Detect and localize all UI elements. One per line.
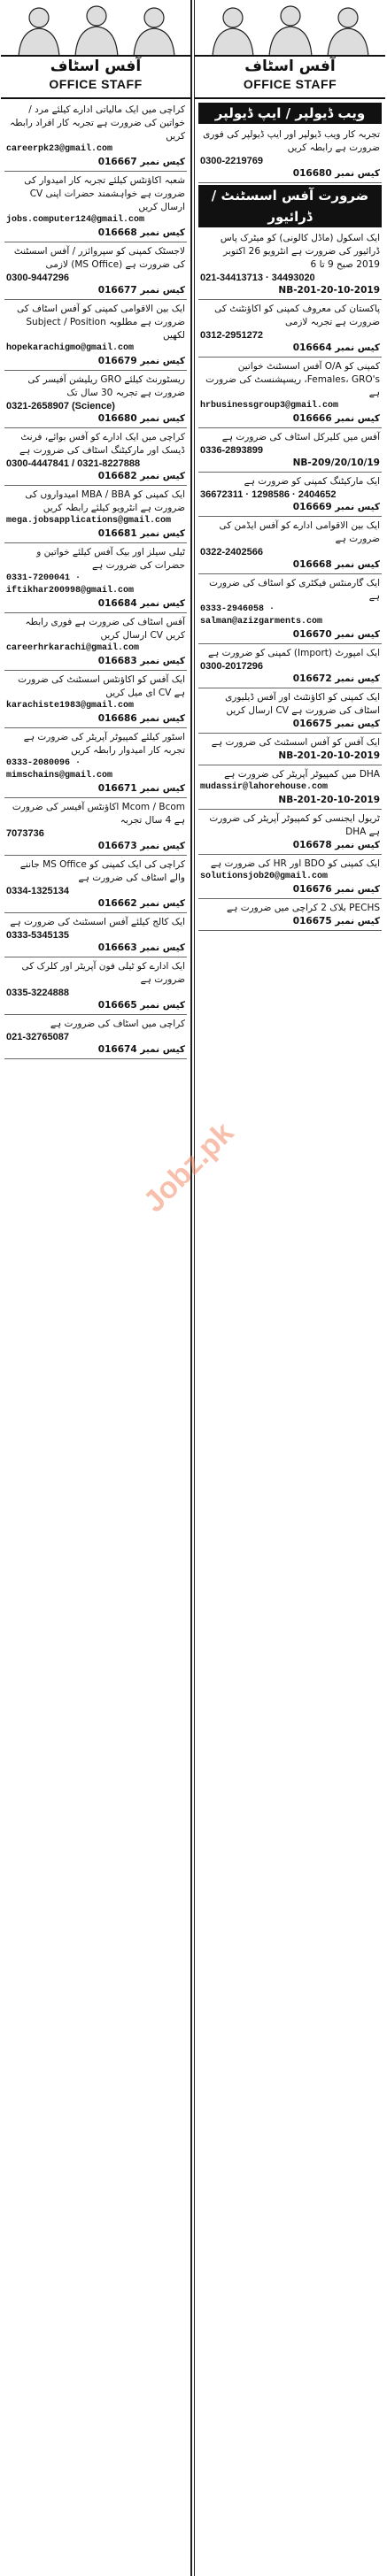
classified-ad: [198, 810, 382, 855]
left-ads-list: [1, 99, 190, 1059]
left-column-header: [1, 0, 190, 99]
category-banner: ضرورت آفس اسسٹنٹ / ڈرائیور: [198, 185, 382, 227]
ad-reference: NB-209/20/10/19: [292, 458, 380, 468]
ad-text: کراچی میں ایک مالیاتی ادارے کیلئے مرد / خواتین کی ضرورت ہے تجربہ کار افراد رابطہ کریں: [10, 104, 185, 142]
classified-ad: [4, 613, 187, 671]
section-title-english: OFFICE STAFF: [49, 77, 143, 91]
ad-contact[interactable]: hrbusinessgroup3@gmail.com: [200, 401, 339, 411]
ad-text: ایک گارمنٹس فیکٹری کو اسٹاف کی ضرورت ہے: [209, 578, 380, 602]
classified-ad: [198, 644, 382, 688]
ad-reference: کیس نمبر 016675: [292, 719, 380, 729]
ad-reference: کیس نمبر 016680: [292, 168, 380, 179]
section-title-english: OFFICE STAFF: [243, 77, 337, 91]
ad-text: ایک بین الاقوامی کمپنی کو آفس اسٹاف کی ضرورت ہے مطلوبہ Subject / Position لکھیں: [17, 304, 185, 341]
ad-reference: کیس نمبر 016672: [292, 673, 380, 684]
ad-text: PECHS بلاک 2 کراچی میں ضرورت ہے: [227, 903, 380, 913]
ad-text: آفس اسٹاف کی ضرورت ہے فوری رابطہ کریں CV ارسال کریں: [25, 617, 185, 641]
ad-text: ریسٹورنٹ کیلئے GRO ریلیشن آفیسر کی ضرورت ہے تجربہ 30 سال تک: [27, 374, 185, 398]
classified-ad: [198, 126, 382, 183]
ad-contact[interactable]: 0333-5345135: [6, 930, 69, 941]
staff-illustration: [8, 4, 185, 57]
classified-ad: [4, 101, 187, 172]
classified-ad: [198, 688, 382, 734]
ad-reference: کیس نمبر 016671: [97, 783, 185, 794]
ad-text: Mcom / Bcom اکاؤنٹس آفیسر کی ضرورت ہے 4 سال تجربہ: [12, 802, 185, 826]
ad-text: شعبہ اکاؤنٹس کیلئے تجربہ کار امیدوار کی ضرورت ہے خواہشمند حضرات اپنی CV ارسال کریں: [24, 175, 185, 212]
ad-text: لاجسٹک کمپنی کو سپروائزر / آفس اسسٹنٹ کی ضرورت ہے (MS Office) لازمی: [13, 246, 185, 270]
section-title-bar: [1, 55, 190, 97]
ad-text: پاکستان کی معروف کمپنی کو اکاؤنٹنٹ کی ضرورت ہے تجربہ لازمی: [214, 304, 380, 327]
ad-contact[interactable]: 0336-2893899: [200, 445, 263, 456]
ad-contact[interactable]: 0321-2658907 (Science): [6, 401, 115, 411]
ad-contact[interactable]: 0300-9447296: [6, 273, 69, 283]
ad-text: ایک کمپنی کو MBA / BBA امیدواروں کی ضرورت ہے انٹرویو کیلئے رابطہ کریں: [25, 489, 185, 513]
section-title-bar: [195, 55, 385, 97]
classified-ad: [4, 913, 187, 957]
section-title-urdu: آفس اسٹاف: [244, 58, 336, 75]
classified-ad: [4, 428, 187, 486]
ad-contact[interactable]: 0333-2946058 · salman@azizgarments.com: [200, 604, 323, 627]
ad-reference: NB-201-20-10-2019: [278, 795, 380, 805]
category-banner: ویب ڈیولپر / ایپ ڈیولپر: [198, 103, 382, 124]
ad-contact[interactable]: 021-34413713 · 34493020: [200, 273, 315, 283]
ad-contact[interactable]: karachiste1983@gmail.com: [6, 701, 135, 711]
classified-ad: [198, 574, 382, 644]
ad-text: ایک امپورٹ (Import) کمپنی کو ضرورت ہے: [207, 648, 380, 658]
classified-ad: [4, 856, 187, 913]
staff-illustration: [202, 4, 379, 57]
ad-reference: کیس نمبر 016668: [292, 559, 380, 570]
ad-reference: کیس نمبر 016662: [97, 898, 185, 909]
ad-contact[interactable]: mega.jobsapplications@gmail.com: [6, 516, 172, 526]
classified-ad: [4, 728, 187, 798]
ad-reference: کیس نمبر 016663: [97, 942, 185, 953]
ad-text: کمپنی کو O/A آفس اسسٹنٹ خواتین Females، GRO's، ریسپشنسٹ کی ضرورت ہے: [205, 361, 380, 398]
classified-ad: [4, 486, 187, 543]
classified-ad: [198, 473, 382, 517]
ad-reference: کیس نمبر 016665: [97, 1000, 185, 1011]
ad-text: اسٹور کیلئے کمپیوٹر آپریٹر کی ضرورت ہے تجربہ کار امیدوار رابطہ کریں: [23, 732, 185, 756]
ad-reference: کیس نمبر 016676: [292, 884, 380, 895]
classified-ad: [198, 517, 382, 574]
ad-text: تجربہ کار ویب ڈیولپر اور ایپ ڈیولپر کی فوری ضرورت ہے رابطہ کریں: [203, 129, 380, 153]
classified-ad: [4, 798, 187, 856]
ad-text: ایک مارکیٹنگ کمپنی کو ضرورت ہے: [244, 476, 380, 487]
ad-reference: کیس نمبر 016667: [97, 157, 185, 167]
ad-reference: کیس نمبر 016679: [97, 356, 185, 366]
classified-ad: [198, 300, 382, 358]
classified-ad: [4, 300, 187, 371]
ad-text: ٹیلی سیلز اور بیک آفس کیلئے خواتین و حضرات کی ضرورت ہے: [36, 547, 185, 571]
ad-reference: کیس نمبر 016664: [292, 342, 380, 353]
ad-contact[interactable]: 7073736: [6, 828, 44, 839]
ad-text: ایک بین الاقوامی ادارے کو آفس ایڈمن کی ضرورت ہے: [219, 520, 380, 544]
ad-contact[interactable]: 021-32765087: [6, 1032, 69, 1042]
ad-reference: کیس نمبر 016677: [97, 285, 185, 296]
ad-reference: کیس نمبر 016684: [97, 598, 185, 609]
ad-text: ایک ادارے کو ٹیلی فون آپریٹر اور کلرک کی ضرورت ہے: [21, 961, 185, 985]
ad-reference: NB-201-20-10-2019: [278, 750, 380, 761]
ad-reference: کیس نمبر 016666: [292, 413, 380, 424]
ad-reference: کیس نمبر 016670: [292, 629, 380, 640]
ad-text: DHA میں کمپیوٹر آپریٹر کی ضرورت ہے: [224, 769, 380, 780]
classified-ad: [4, 1015, 187, 1059]
ad-contact[interactable]: 0300-4447841 / 0321-8227888: [6, 458, 141, 469]
ad-text: ایک کمپنی کو BDO اور HR کی ضرورت ہے: [210, 858, 380, 869]
ad-reference: کیس نمبر 016686: [97, 713, 185, 724]
classified-ad: [4, 371, 187, 428]
ad-reference: کیس نمبر 016682: [97, 471, 185, 481]
right-column-header: [195, 0, 385, 99]
ad-reference: کیس نمبر 016681: [97, 528, 185, 539]
classified-ad: [4, 242, 187, 300]
classified-ad: [198, 229, 382, 300]
classified-ad: [198, 428, 382, 473]
ad-text: ایک کالج کیلئے آفس اسسٹنٹ کی ضرورت ہے: [10, 917, 185, 927]
ad-reference: کیس نمبر 016668: [97, 227, 185, 238]
ad-contact[interactable]: 0300-2017296: [200, 661, 263, 672]
ad-reference: کیس نمبر 016669: [292, 502, 380, 512]
section-title-urdu: آفس اسٹاف: [50, 58, 142, 75]
ad-text: ایک اسکول (ماڈل کالونی) کو میٹرک پاس ڈرائیور کی ضرورت ہے انٹرویو 26 اکتوبر 2019 صبح 9 تا 6: [220, 233, 380, 270]
ad-text: ٹریول ایجنسی کو کمپیوٹر آپریٹر کی ضرورت ہے DHA: [209, 813, 380, 837]
classified-ad: [198, 855, 382, 899]
ad-contact[interactable]: 0335-3224888: [6, 988, 69, 998]
classified-ad: [4, 172, 187, 242]
ad-contact[interactable]: 0334-1325134: [6, 886, 69, 896]
ad-contact[interactable]: solutionsjob20@gmail.com: [200, 872, 329, 881]
ad-contact[interactable]: 0300-2219769: [200, 156, 263, 166]
classified-ad: [4, 957, 187, 1015]
ad-contact[interactable]: hopekarachigmo@gmail.com: [6, 343, 135, 353]
ad-reference: کیس نمبر 016683: [97, 656, 185, 666]
ad-text: ایک آفس کو آفس اسسٹنٹ کی ضرورت ہے: [211, 737, 380, 748]
classified-ad: [4, 543, 187, 613]
classified-ad: [198, 734, 382, 765]
classified-ad: [198, 358, 382, 428]
ad-reference: کیس نمبر 016675: [292, 916, 380, 927]
ad-reference: کیس نمبر 016673: [97, 841, 185, 851]
right-column: [194, 0, 385, 2576]
ad-reference: کیس نمبر 016674: [97, 1044, 185, 1055]
ad-text: کراچی میں ایک ادارے کو آفس بوائے، فرنٹ ڈیسک اور مارکیٹنگ اسٹاف کی ضرورت ہے: [19, 432, 185, 456]
ad-contact[interactable]: 0322-2402566: [200, 547, 263, 557]
classified-ad: [198, 899, 382, 931]
ad-reference: کیس نمبر 016678: [292, 840, 380, 850]
classified-ad: [198, 765, 382, 810]
left-column: [1, 0, 192, 2576]
ad-text: ایک آفس کو اکاؤنٹس اسسٹنٹ کی ضرورت ہے CV ای میل کریں: [18, 674, 185, 698]
ad-contact[interactable]: 0331-7200041 · iftikhar200998@gmail.com: [6, 573, 135, 596]
ad-text: کراچی کی ایک کمپنی کو MS Office جاننے والے اسٹاف کی ضرورت ہے: [19, 859, 185, 883]
ad-text: آفس میں کلیرکل اسٹاف کی ضرورت ہے: [221, 432, 380, 442]
ad-contact[interactable]: mudassir@lahorehouse.com: [200, 782, 329, 792]
ad-contact[interactable]: 36672311 · 1298586 · 2404652: [200, 489, 337, 500]
right-ads-list: [195, 99, 385, 931]
ad-reference: کیس نمبر 016680: [97, 413, 185, 424]
watermark-logo: Jobz.pk: [136, 1115, 241, 1219]
ad-contact[interactable]: 0312-2951272: [200, 330, 263, 341]
ad-text: کراچی میں اسٹاف کی ضرورت ہے: [50, 1019, 185, 1029]
ad-text: ایک کمپنی کو اکاؤنٹنٹ اور آفس ڈیلیوری اسٹاف کی ضرورت ہے CV ارسال کریں: [225, 692, 380, 716]
classified-ad: [4, 671, 187, 728]
ad-contact[interactable]: 0333-2080096 · mimschains@gmail.com: [6, 758, 113, 780]
ad-contact[interactable]: careerhrkarachi@gmail.com: [6, 643, 140, 653]
ad-contact[interactable]: jobs.computer124@gmail.com: [6, 215, 145, 225]
ad-reference: NB-201-20-10-2019: [278, 285, 380, 296]
ad-contact[interactable]: careerpk23@gmail.com: [6, 144, 113, 154]
